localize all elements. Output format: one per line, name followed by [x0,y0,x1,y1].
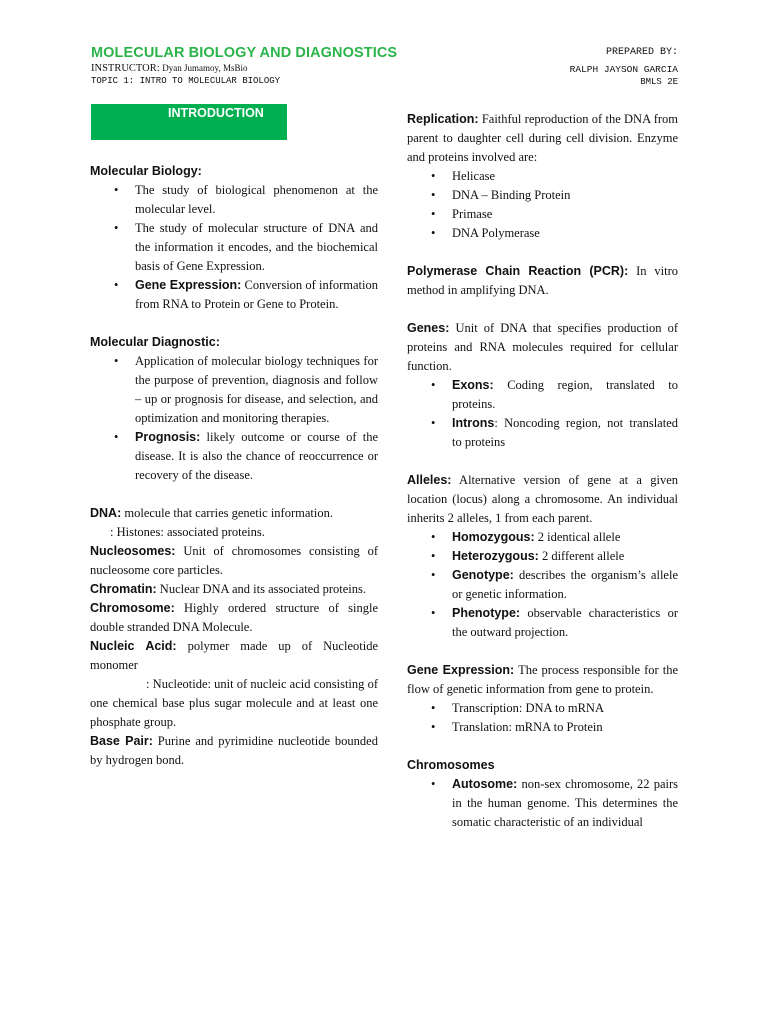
molbio-list [90,181,378,314]
term: Replication: [407,112,479,126]
def-pcr [407,262,678,300]
list-item: • The study of molecular structure of DNA and the information it encodes, and the biochemical basis of Gene Expression. [90,219,378,276]
genes-list [407,376,678,452]
def-histones: : Histones: associated proteins. [110,525,265,539]
list-item: • Helicase [407,167,678,186]
list-item [90,428,378,485]
list-item [407,376,678,414]
term: Polymerase Chain Reaction (PCR): [407,264,629,278]
term: Introns [452,416,495,430]
definition: 2 different allele [538,549,625,563]
definition: Faithful reproduction of the DNA from parent to daughter cell during cell division. Enzyme and proteins involved are: [407,112,678,164]
term: Chromatin: [90,582,157,596]
moldiag-heading: Molecular Diagnostic: [90,335,220,349]
replication-list [407,167,678,243]
term: Phenotype: [452,606,521,620]
definition: : Noncoding region, not translated to proteins [452,416,678,449]
instructor-line [91,63,247,74]
document-title: MOLECULAR BIOLOGY AND DIAGNOSTICS [91,45,398,61]
instructor-label: INSTRUCTOR: [91,63,160,74]
list-item [407,604,678,642]
definition: The process responsible for the flow of genetic information from gene to protein. [407,663,678,696]
list-item: • DNA Polymerase [407,224,678,243]
definition: molecule that carries genetic information. [121,506,333,520]
right-column [407,110,678,832]
definition: In vitro method in amplifying DNA. [407,264,678,297]
def-gene-expression [407,661,678,699]
term: Genotype: [452,568,514,582]
def-replication [407,110,678,167]
definition: 2 identical allele [534,530,621,544]
def-nucleotide: : Nucleotide: unit of nucleic acid consisting of one chemical base plus sugar molecule and at least one phosphate group. [90,677,378,729]
list-item: • Application of molecular biology techniques for the purpose of prevention, diagnosis and follow – up or prognosis for disease, and selection, and optimization and monitoring therapies. [90,352,378,428]
def-genes [407,319,678,376]
list-item: • Transcription: DNA to mRNA [407,699,678,718]
term: Autosome: [452,777,518,791]
list-item [407,775,678,832]
chromosomes-list [407,775,678,832]
term: Nucleosomes: [90,544,176,558]
left-column [90,162,378,770]
definition: Conversion of information from RNA to Protein or Gene to Protein. [135,278,378,311]
definition: Unit of chromosomes consisting of nucleosome core particles. [90,544,378,577]
term: Homozygous: [452,530,535,544]
list-item: • DNA – Binding Protein [407,186,678,205]
definition: polymer made up of Nucleotide monomer [90,639,378,672]
definition: Purine and pyrimidine nucleotide bounded by hydrogen bond. [90,734,378,767]
def-nucleosomes [90,542,378,580]
gene-expression-list [407,699,678,737]
molbio-heading: Molecular Biology: [90,164,202,178]
list-item [407,414,678,452]
definition: non-sex chromosome, 22 pairs in the human genome. This determines the somatic characteristic of an individual [452,777,678,829]
term: Alleles: [407,473,452,487]
author-name: RALPH JAYSON GARCIA [569,64,678,75]
alleles-list [407,528,678,642]
definition: Highly ordered structure of single double stranded DNA Molecule. [90,601,378,634]
chromosomes-heading: Chromosomes [407,758,495,772]
moldiag-list [90,352,378,485]
list-item [407,547,678,566]
definition: Alternative version of gene at a given location (locus) along a chromosome. An individual inherits 2 alleles, 1 from each parent. [407,473,678,525]
list-item [407,566,678,604]
list-item: • The study of biological phenomenon at the molecular level. [90,181,378,219]
section-label: INTRODUCTION [168,106,264,120]
term: Gene Expression: [407,663,515,677]
term: Prognosis: [135,430,201,444]
term: Heterozygous: [452,549,539,563]
list-item: • Translation: mRNA to Protein [407,718,678,737]
term: Genes: [407,321,450,335]
definition: likely outcome or course of the disease. It is also the chance of reoccurrence or recovery of the disease. [135,430,378,482]
def-nucleic-acid [90,637,378,675]
def-alleles [407,471,678,528]
term: Exons: [452,378,494,392]
list-item: • Primase [407,205,678,224]
term: Nucleic Acid: [90,639,177,653]
list-item [407,528,678,547]
def-dna [90,504,378,523]
definition: describes the organism’s allele or genetic information. [452,568,678,601]
term: Base Pair: [90,734,153,748]
definition: Nuclear DNA and its associated proteins. [156,582,366,596]
topic-line: TOPIC 1: INTRO TO MOLECULAR BIOLOGY [91,76,281,86]
instructor-name: Dyan Jumamoy, MsBio [162,63,248,73]
definition: Unit of DNA that specifies production of proteins and RNA molecules required for cellular function. [407,321,678,373]
def-chromosome [90,599,378,637]
term: DNA: [90,506,122,520]
def-base-pair [90,732,378,770]
definition: observable characteristics or the outward projection. [452,606,678,639]
prepared-by-label: PREPARED BY: [605,47,678,58]
definition: Coding region, translated to proteins. [452,378,678,411]
def-chromatin [90,580,378,599]
list-item [90,276,378,314]
term: Gene Expression: [135,278,242,292]
class-section: BMLS 2E [640,77,678,87]
term: Chromosome: [90,601,175,615]
